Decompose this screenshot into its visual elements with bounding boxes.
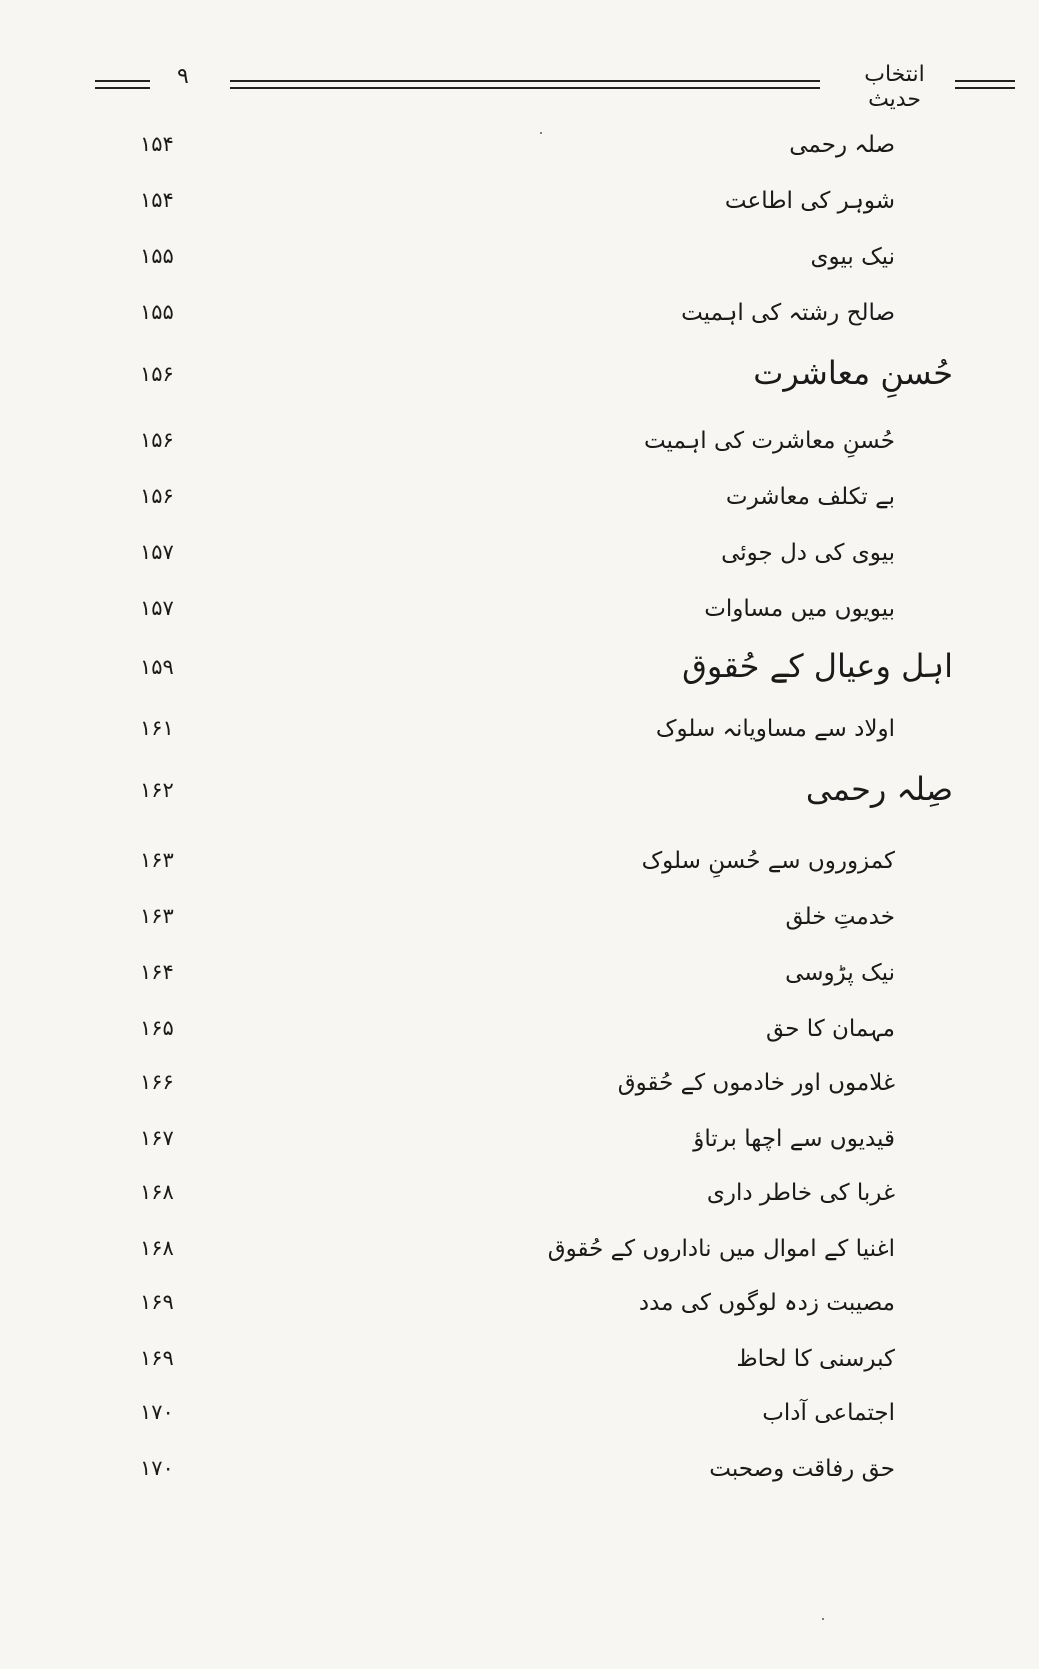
toc-entry-page: ۱۷۰ — [140, 1400, 174, 1424]
toc-entry — [140, 1290, 895, 1334]
toc-entry-page: ۱۶۵ — [140, 1016, 174, 1040]
toc-entry-page: ۱۶۸ — [140, 1180, 174, 1204]
toc-entry-title: نیک پڑوسی — [785, 960, 895, 986]
toc-entry — [140, 716, 895, 760]
book-title: انتخاب حدیث — [864, 62, 925, 112]
toc-entry-title: صِلہ رحمی — [805, 770, 953, 808]
toc-entry-title: مہمان کا حق — [766, 1016, 895, 1042]
toc-entry-page: ۱۶۶ — [140, 1070, 174, 1094]
toc-entry — [140, 1016, 895, 1060]
toc-entry-page: ۱۵۵ — [140, 300, 174, 324]
toc-entry — [140, 1400, 895, 1444]
toc-entry-title: خدمتِ خلق — [785, 904, 895, 930]
toc-entry — [140, 1456, 895, 1500]
toc-entry — [140, 1070, 895, 1114]
toc-entry-title: مصیبت زدہ لوگوں کی مدد — [638, 1290, 895, 1316]
toc-entry-title: قیدیوں سے اچھا برتاؤ — [693, 1126, 895, 1152]
toc-entry-title: اولاد سے مساویانہ سلوک — [655, 716, 895, 742]
toc-entry-title: نیک بیوی — [810, 244, 895, 270]
toc-entry — [140, 904, 895, 948]
toc-entry-page: ۱۵۵ — [140, 244, 174, 268]
toc-entry-page: ۱۵۶ — [140, 428, 174, 452]
toc-entry-page: ۱۵۷ — [140, 540, 174, 564]
toc-entry-title: حُسنِ معاشرت — [753, 354, 953, 392]
toc-entry-title: صلہ رحمی — [789, 132, 895, 158]
toc-entry — [140, 484, 895, 528]
toc-entry-title: حُسنِ معاشرت کی اہمیت — [643, 428, 895, 454]
toc-entry-title: اغنیا کے اموال میں ناداروں کے حُقوق — [547, 1236, 895, 1262]
toc-entry-page: ۱۵۶ — [140, 484, 174, 508]
toc-section-heading — [140, 354, 953, 406]
toc-entry-page: ۱۶۸ — [140, 1236, 174, 1260]
toc-entry-title: صالح رشتہ کی اہمیت — [681, 300, 895, 326]
toc-entry-title: شوہر کی اطاعت — [724, 188, 895, 214]
toc-entry-page: ۱۶۹ — [140, 1290, 174, 1314]
toc-entry-page: ۱۶۲ — [140, 778, 174, 802]
toc-entry-page: ۱۶۳ — [140, 904, 174, 928]
toc-entry — [140, 428, 895, 472]
toc-entry-page: ۱۶۳ — [140, 848, 174, 872]
toc-entry-title: حق رفاقت وصحبت — [709, 1456, 895, 1482]
toc-entry-title: غربا کی خاطر داری — [706, 1180, 895, 1206]
scan-speck — [822, 1618, 824, 1620]
toc-section-heading — [140, 647, 953, 699]
toc-entry-page: ۱۵۷ — [140, 596, 174, 620]
toc-entry — [140, 960, 895, 1004]
toc-entry-page: ۱۶۴ — [140, 960, 174, 984]
toc-entry-title: اہل وعیال کے حُقوق — [682, 647, 953, 685]
toc-entry-title: بیویوں میں مساوات — [704, 596, 895, 622]
scan-speck — [540, 132, 542, 134]
toc-entry-title: غلاموں اور خادموں کے حُقوق — [617, 1070, 895, 1096]
toc-entry — [140, 1236, 895, 1280]
toc-entry — [140, 188, 895, 232]
toc-entry-page: ۱۶۷ — [140, 1126, 174, 1150]
toc-entry-title: کمزوروں سے حُسنِ سلوک — [641, 848, 895, 874]
toc-entry-title: بے تکلف معاشرت — [725, 484, 895, 510]
toc-entry-page: ۱۷۰ — [140, 1456, 174, 1480]
toc-entry — [140, 848, 895, 892]
toc-entry — [140, 1126, 895, 1170]
toc-entry — [140, 132, 895, 176]
toc-entry-page: ۱۵۴ — [140, 132, 174, 156]
toc-entry-title: کبرسنی کا لحاظ — [736, 1346, 895, 1372]
toc-section-heading — [140, 770, 953, 822]
toc-entry-title: اجتماعی آداب — [762, 1400, 895, 1426]
page-number: ۹ — [177, 64, 189, 89]
toc-entry — [140, 1346, 895, 1390]
toc-entry — [140, 540, 895, 584]
toc-entry-page: ۱۶۹ — [140, 1346, 174, 1370]
toc-entry-page: ۱۵۴ — [140, 188, 174, 212]
toc-entry — [140, 244, 895, 288]
toc-entry-title: بیوی کی دل جوئی — [721, 540, 895, 566]
toc-entry — [140, 1180, 895, 1224]
toc-entry — [140, 596, 895, 640]
toc-entry-page: ۱۶۱ — [140, 716, 174, 740]
toc-entry — [140, 300, 895, 344]
toc-entry-page: ۱۵۶ — [140, 362, 174, 386]
toc-entry-page: ۱۵۹ — [140, 655, 174, 679]
